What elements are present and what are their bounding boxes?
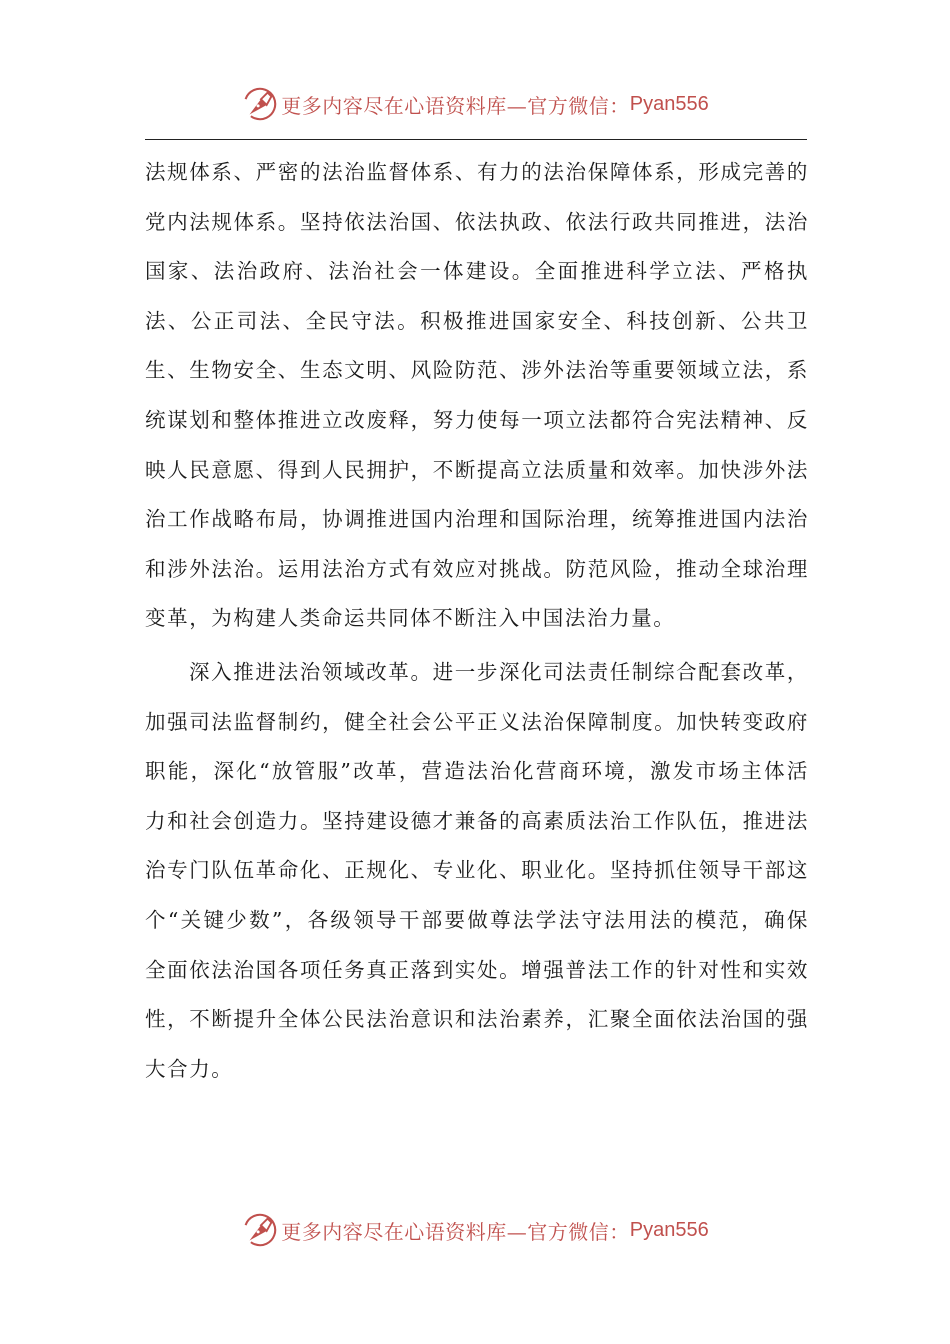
header-divider xyxy=(145,139,807,140)
header-banner-id: Pyan556 xyxy=(629,92,709,115)
header-banner-text: 更多内容尽在心语资料库—官方微信： xyxy=(281,93,630,118)
footer-banner-id: Pyan556 xyxy=(629,1218,709,1241)
body-paragraph-2: 深入推进法治领域改革。进一步深化司法责任制综合配套改革，加强司法监督制约，健全社会公平正义法治保障制度。加快转变政府职能，深化“放管服”改革，营造法治化营商环境，激发市场主体活力和社会创造力。坚持建设德才兼备的高素质法治工作队伍，推进法治专门队伍革命化、正规化、专业化、职业化。坚持抓住领导干部这个“关键少数”，各级领导干部要做尊法学法守法用法的模范，确保全面依法治国各项任务真正落到实处。增强普法工作的针对性和实效性，不断提升全体公民法治意识和法治素养，汇聚全面依法治国的强大合力。 xyxy=(145,659,809,1081)
footer-banner xyxy=(0,1210,950,1250)
pen-nib-logo-icon xyxy=(241,85,279,123)
footer-banner-text: 更多内容尽在心语资料库—官方微信： xyxy=(281,1219,630,1244)
document-body xyxy=(145,148,809,1094)
body-paragraph-1: 法规体系、严密的法治监督体系、有力的法治保障体系，形成完善的党内法规体系。坚持依法治国、依法执政、依法行政共同推进，法治国家、法治政府、法治社会一体建设。全面推进科学立法、严格执法、公正司法、全民守法。积极推进国家安全、科技创新、公共卫生、生物安全、生态文明、风险防范、涉外法治等重要领域立法，系统谋划和整体推进立改废释，努力使每一项立法都符合宪法精神、反映人民意愿、得到人民拥护，不断提高立法质量和效率。加快涉外法治工作战略布局，协调推进国内治理和国际治理，统筹推进国内法治和涉外法治。运用法治方式有效应对挑战。防范风险，推动全球治理变革，为构建人类命运共同体不断注入中国法治力量。 xyxy=(145,160,809,631)
pen-nib-logo-icon xyxy=(241,1211,279,1249)
header-banner xyxy=(0,84,950,124)
